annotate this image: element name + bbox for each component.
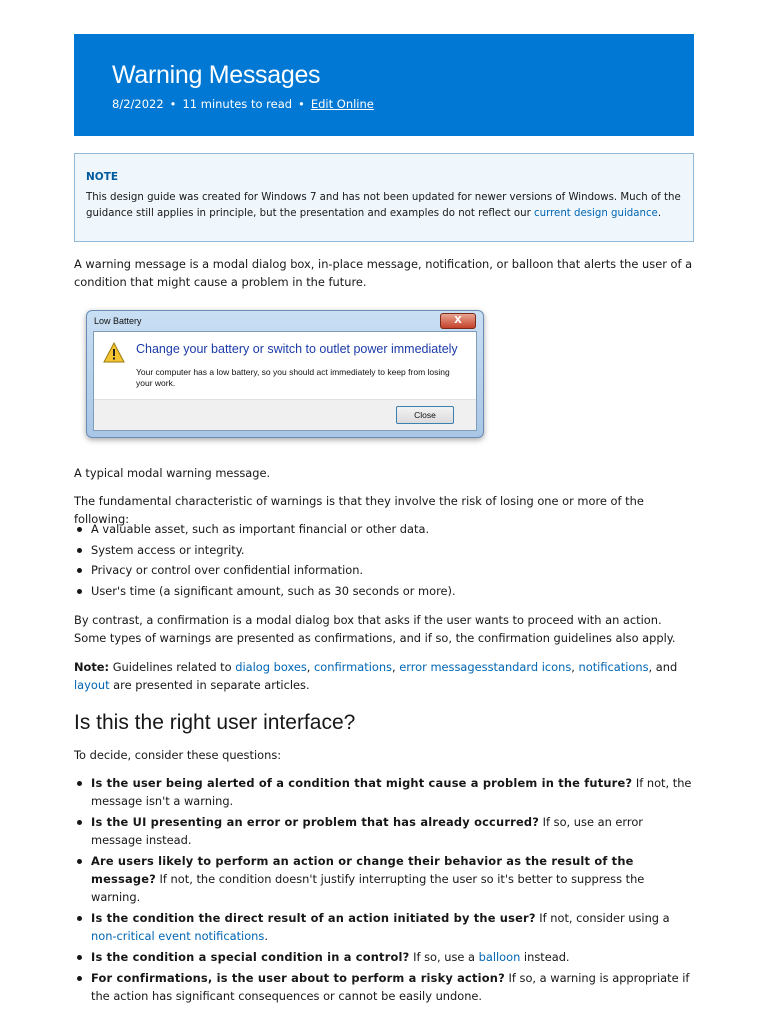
list-item <box>74 948 694 966</box>
list-item <box>74 909 694 945</box>
question-text: Are users likely to perform an action or change their behavior as the result of the message? <box>91 854 634 886</box>
list-item: User's time (a significant amount, such as 30 seconds or more). <box>74 582 694 600</box>
list-item: A valuable asset, such as important financial or other data. <box>74 520 694 538</box>
notifications-link[interactable]: notifications <box>578 660 649 674</box>
list-item <box>74 852 694 906</box>
note-period: . <box>657 208 662 219</box>
answer-text: If so, a warning is appropriate if the action has significant consequences or cannot be easily undone. <box>91 971 690 1003</box>
section-lead: To decide, consider these questions: <box>74 748 282 762</box>
list-item <box>74 774 694 810</box>
meta-separator: • <box>169 97 177 111</box>
note-body: This design guide was created for Windows 7 and has not been updated for newer versions of Windows. Much of the guidance still applies in principle, but the presentation and examples do not reflect our <box>86 192 681 219</box>
list-item: System access or integrity. <box>74 541 694 559</box>
list-item <box>74 969 694 1005</box>
note-label: Note: <box>74 660 110 674</box>
read-time: 11 minutes to read <box>182 97 293 111</box>
answer-text: If so, use an error message instead. <box>91 815 643 847</box>
current-design-guidance-link[interactable]: current design guidance <box>534 208 658 219</box>
meta-separator: • <box>298 97 305 111</box>
confirmations-link[interactable]: confirmations <box>314 660 392 674</box>
warning-icon <box>103 342 125 364</box>
note-label: NOTE <box>86 171 119 183</box>
fundamental-paragraph: The fundamental characteristic of warnings is that they involve the risk of losing one or more of the following: <box>74 494 644 526</box>
edit-online-link[interactable]: Edit Online <box>310 97 374 111</box>
publish-date: 8/2/2022 <box>112 97 164 111</box>
dialog-title: Low Battery <box>94 316 142 326</box>
separator: , and <box>648 660 678 674</box>
answer-end: instead. <box>520 950 570 964</box>
error-messages-link[interactable]: error messagesstandard icons <box>399 660 572 674</box>
dialog-content-text: Your computer has a low battery, so you should act immediately to keep from losing your work. <box>136 367 450 388</box>
answer-text: If not, the message isn't a warning. <box>91 776 692 808</box>
list-item: Privacy or control over confidential information. <box>74 561 694 579</box>
question-list <box>74 774 694 1008</box>
answer-text: If not, the condition doesn't justify interrupting the user so it's better to suppress the warning. <box>91 872 645 904</box>
separator: , <box>306 660 315 674</box>
question-text: Is the UI presenting an error or problem that has already occurred? <box>91 815 540 829</box>
dialog-close-button: Close <box>396 406 454 424</box>
page-title: Warning Messages <box>112 61 321 89</box>
note-callout <box>74 153 694 242</box>
question-text: Is the user being alerted of a condition that might cause a problem in the future? <box>91 776 633 790</box>
page-meta <box>112 97 694 111</box>
note-text <box>86 190 682 222</box>
answer-text: If so, use a <box>409 950 479 964</box>
separator: , <box>392 660 400 674</box>
question-text: Is the condition the direct result of an action initiated by the user? <box>91 911 536 925</box>
dialog-footer <box>94 399 476 430</box>
layout-link[interactable]: layout <box>74 678 110 692</box>
related-guidelines-note <box>74 658 694 694</box>
page-header <box>74 34 694 136</box>
answer-text: If not, consider using a <box>535 911 670 925</box>
close-icon: X <box>440 313 476 329</box>
answer-end: . <box>264 929 268 943</box>
list-item <box>74 813 694 849</box>
figure-caption: A typical modal warning message. <box>74 466 271 480</box>
intro-paragraph: A warning message is a modal dialog box, in-place message, notification, or balloon that alerts the user of a condition that might cause a problem in the future. <box>74 257 693 289</box>
balloon-link[interactable]: balloon <box>478 950 521 964</box>
section-heading: Is this the right user interface? <box>74 711 356 734</box>
question-text: Is the condition a special condition in a control? <box>91 950 410 964</box>
risk-list <box>74 520 694 602</box>
separator: , <box>571 660 579 674</box>
note-end: are presented in separate articles. <box>109 678 310 692</box>
question-text: For confirmations, is the user about to perform a risky action? <box>91 971 505 985</box>
dialog-content-area <box>93 331 477 431</box>
dialog-main-instruction: Change your battery or switch to outlet power immediately <box>136 342 458 356</box>
example-dialog-image <box>86 310 484 438</box>
non-critical-notifications-link[interactable]: non-critical event notifications <box>91 929 265 943</box>
contrast-paragraph: By contrast, a confirmation is a modal dialog box that asks if the user wants to proceed with an action. Some types of warnings are presented as confirmations, and if so, the confirmation guidelines also apply. <box>74 613 676 645</box>
note-text: Guidelines related to <box>109 660 236 674</box>
dialog-boxes-link[interactable]: dialog boxes <box>235 660 307 674</box>
